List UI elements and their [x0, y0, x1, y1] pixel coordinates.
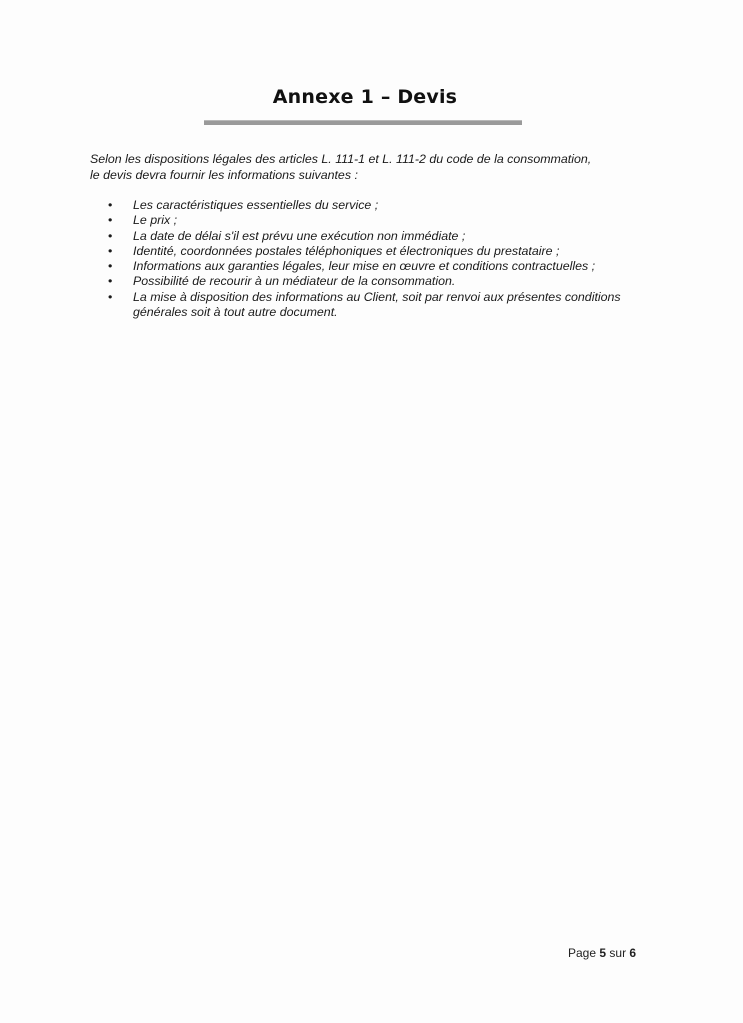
- of-word: sur: [609, 946, 627, 960]
- list-item-text: Les caractéristiques essentielles du service ;: [133, 198, 379, 212]
- bullet-icon: •: [108, 198, 113, 212]
- requirements-list: [90, 198, 650, 320]
- bullet-icon: •: [108, 274, 113, 289]
- page-current: 5: [599, 946, 607, 960]
- list-item: [90, 259, 650, 274]
- intro-paragraph: [90, 152, 650, 183]
- page-word: Page: [568, 946, 597, 960]
- intro-line-2: le devis devra fournir les informations suivantes :: [90, 167, 358, 182]
- page-total: 6: [629, 946, 637, 960]
- page-title: Annexe 1 – Devis: [272, 86, 458, 108]
- list-item-text: La mise à disposition des informations au Client, soit par renvoi aux présentes conditions générales soit à tout autre document.: [133, 289, 621, 320]
- list-item-text: Informations aux garanties légales, leur mise en œuvre et conditions contractuelles ;: [133, 259, 596, 274]
- intro-line-1: Selon les dispositions légales des articles L. 111-1 et L. 111-2 du code de la consommation,: [90, 152, 592, 166]
- bullet-icon: •: [108, 213, 113, 228]
- bullet-icon: •: [108, 259, 113, 274]
- list-item-text: Possibilité de recourir à un médiateur de la consommation.: [133, 274, 456, 289]
- list-item-text: Le prix ;: [133, 213, 178, 228]
- list-item: [90, 229, 650, 244]
- bullet-icon: •: [108, 228, 113, 243]
- list-item-text: Identité, coordonnées postales téléphoniques et électroniques du prestataire ;: [133, 243, 560, 258]
- list-item-text: La date de délai s'il est prévu une exécution non immédiate ;: [133, 228, 466, 243]
- bullet-icon: •: [108, 243, 113, 258]
- list-item: [90, 274, 650, 289]
- list-item: [90, 290, 650, 321]
- bullet-icon: •: [108, 289, 113, 304]
- list-item: [90, 244, 650, 259]
- title-underline-rule: [204, 120, 522, 125]
- list-item: [90, 198, 650, 213]
- list-item: [90, 213, 650, 228]
- page-number: [568, 946, 636, 960]
